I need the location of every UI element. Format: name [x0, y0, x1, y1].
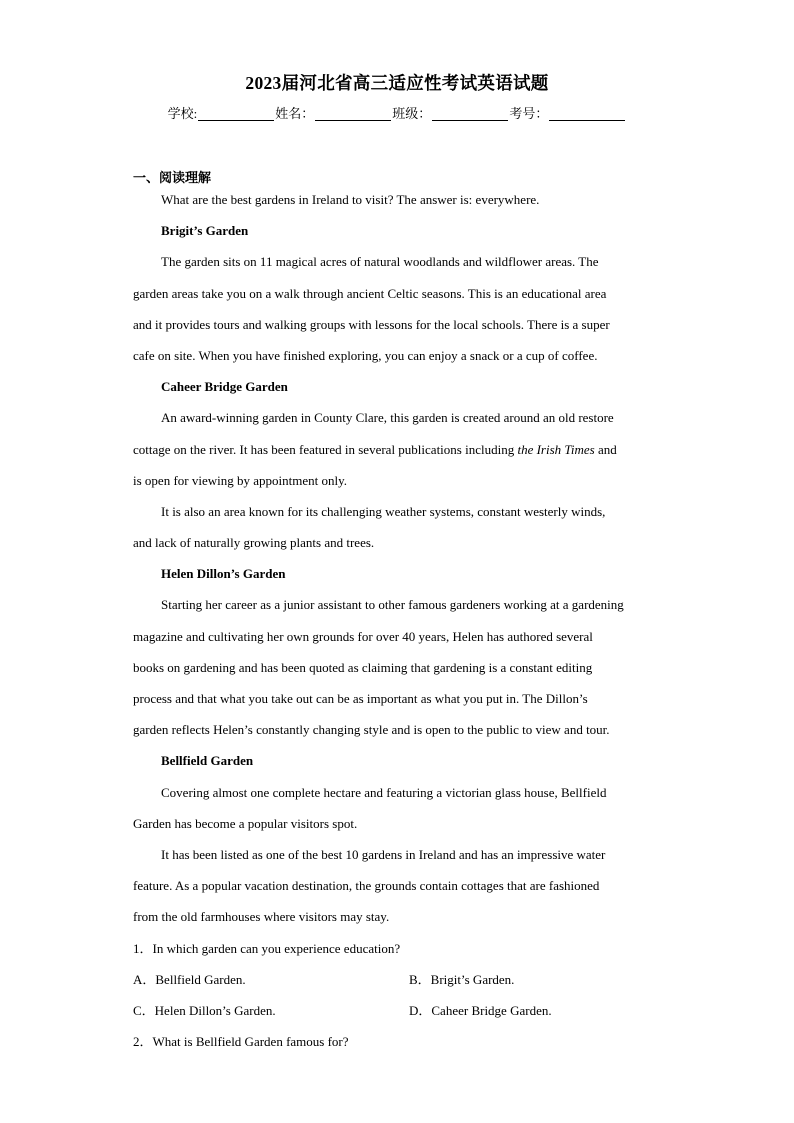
passage-line: from the old farmhouses where visitors may stay.	[133, 909, 390, 925]
reading-passage	[133, 188, 663, 1061]
question-stem: 1．In which garden can you experience education?	[133, 940, 401, 956]
student-info-line	[0, 103, 794, 122]
passage-line: cafe on site. When you have finished exploring, you can enjoy a snack or a cup of coffee.	[133, 347, 598, 363]
passage-line: magazine and cultivating her own grounds for over 40 years, Helen has authored several	[133, 628, 593, 644]
passage-line: Covering almost one complete hectare and featuring a victorian glass house, Bellfield	[161, 784, 607, 800]
option-row	[133, 999, 663, 1030]
garden-heading: Caheer Bridge Garden	[161, 379, 288, 395]
garden-heading: Brigit’s Garden	[161, 223, 249, 239]
passage-text: and	[594, 441, 617, 457]
passage-line: process and that what you take out can be as important as what you put in. The Dillon’s	[133, 691, 588, 706]
publication-title: the Irish Times	[517, 441, 595, 457]
option-a[interactable]: A．Bellfield Garden.	[133, 971, 246, 987]
option-b[interactable]: B．Brigit’s Garden.	[409, 971, 515, 987]
passage-line: books on gardening and has been quoted as claiming that gardening is a constant editing	[133, 659, 593, 675]
option-c[interactable]: C．Helen Dillon’s Garden.	[133, 1002, 276, 1018]
passage-line: It has been listed as one of the best 10 gardens in Ireland and has an impressive water	[161, 846, 606, 862]
passage-line: garden reflects Helen’s constantly changing style and is open to the public to view and tour.	[133, 722, 610, 738]
passage-line: feature. As a popular vacation destination, the grounds contain cottages that are fashioned	[133, 878, 600, 894]
question-stem: 2．What is Bellfield Garden famous for?	[133, 1034, 349, 1050]
passage-line: Starting her career as a junior assistant to other famous gardeners working at a gardening	[161, 597, 624, 613]
passage-line: An award-winning garden in County Clare, this garden is created around an old restore	[161, 410, 614, 426]
option-d[interactable]: D．Caheer Bridge Garden.	[409, 1002, 552, 1018]
school-label: 学校:	[167, 106, 198, 121]
school-blank[interactable]	[198, 107, 274, 121]
name-blank[interactable]	[315, 107, 391, 121]
page-title: 2023届河北省高三适应性考试英语试题	[245, 73, 549, 93]
passage-line	[133, 438, 663, 469]
garden-heading: Helen Dillon’s Garden	[161, 566, 286, 582]
passage-intro: What are the best gardens in Ireland to visit? The answer is: everywhere.	[161, 192, 540, 207]
name-label: 姓名：	[275, 106, 315, 121]
passage-line: and lack of naturally growing plants and trees.	[133, 535, 375, 551]
passage-line: is open for viewing by appointment only.	[133, 472, 347, 488]
number-blank[interactable]	[549, 107, 625, 121]
number-label: 考号：	[509, 106, 549, 121]
passage-line: and it provides tours and walking groups with lessons for the local schools. There is a super	[133, 316, 610, 332]
option-row	[133, 968, 663, 999]
garden-heading: Bellfield Garden	[161, 753, 254, 769]
passage-line: The garden sits on 11 magical acres of natural woodlands and wildflower areas. The	[161, 254, 599, 270]
passage-line: garden areas take you on a walk through ancient Celtic seasons. This is an educational area	[133, 285, 607, 301]
passage-line: Garden has become a popular visitors spot.	[133, 815, 358, 831]
class-label: 班级：	[392, 106, 432, 121]
passage-text: cottage on the river. It has been featured in several publications including	[133, 441, 518, 457]
class-blank[interactable]	[432, 107, 508, 121]
section-heading: 一、阅读理解	[133, 170, 212, 185]
passage-line: It is also an area known for its challenging weather systems, constant westerly winds,	[161, 503, 606, 519]
